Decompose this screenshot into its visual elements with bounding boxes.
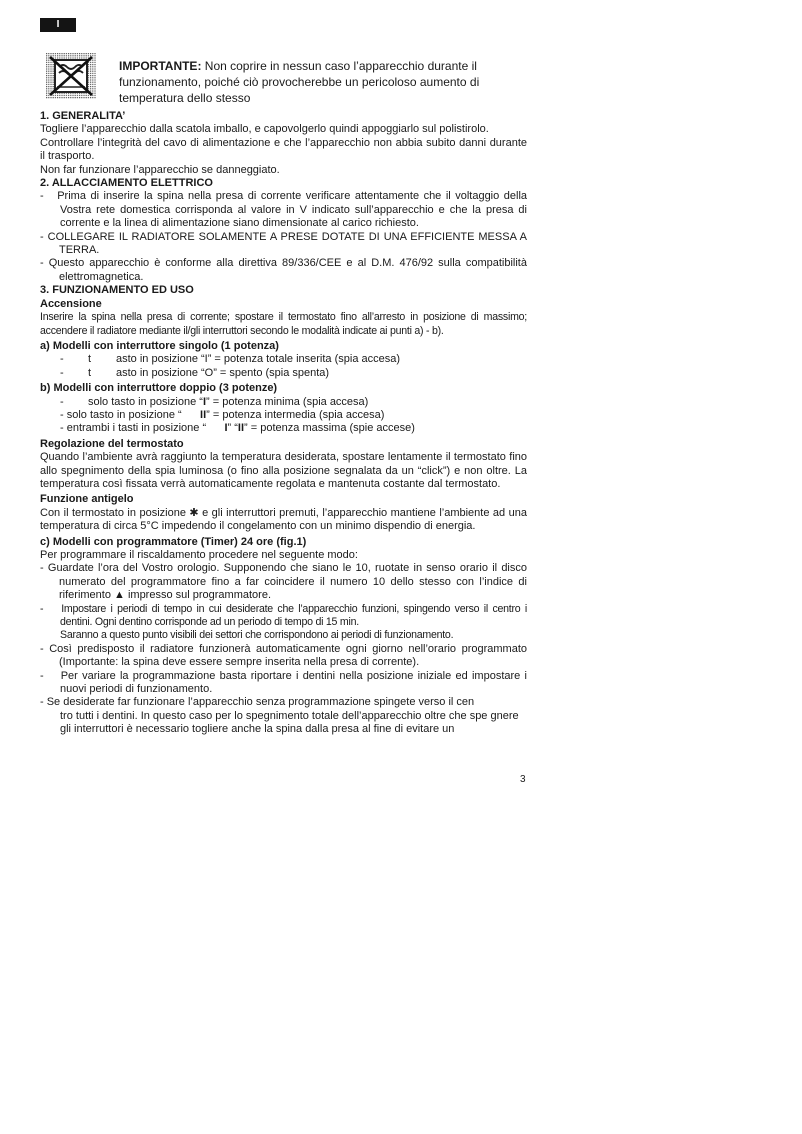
row-text: asto in posizione “O” = spento (spia spenta) [116, 366, 330, 379]
row-text-pre: solo tasto in posizione “ [88, 395, 203, 408]
warning-text [119, 58, 531, 106]
row-letter: t [88, 366, 92, 379]
manual-content [40, 110, 527, 737]
section-1-line: Togliere l’apparecchio dalla scatola imballo, e capovolgerlo quindi appoggiarlo sul polistirolo. [40, 123, 489, 136]
models-b-title: b) Modelli con interruttore doppio (3 potenze) [40, 382, 278, 395]
row-text-post: ” = potenza minima (spia accesa) [206, 395, 369, 408]
section-2-item-text: Questo apparecchio è conforme alla direttiva 89/336/CEE e al D.M. 476/92 sulla compatibilità elettromagnetica. [48, 257, 527, 283]
bullet: - [60, 395, 64, 408]
section-3-title: 3. FUNZIONAMENTO ED USO [40, 284, 194, 297]
models-a-row [40, 353, 527, 366]
section-1-line: Non far funzionare l’apparecchio se danneggiato. [40, 163, 280, 176]
thermostat-title: Regolazione del termostato [40, 437, 184, 450]
snowflake-icon: ✱ [189, 506, 199, 519]
row-text-bold: II [200, 408, 207, 421]
models-b-row [40, 409, 527, 422]
bullet: - [40, 257, 49, 270]
bullet: - [40, 230, 48, 243]
bullet: - [40, 190, 44, 203]
section-2-title: 2. ALLACCIAMENTO ELETTRICO [40, 177, 213, 190]
models-c-item-continued: tro tutti i dentini. In questo caso per lo spegnimento totale dell’apparecchio oltre che spe gnere gli interruttori è necessario togliere anche la spina dalla presa al fine di evitare un [60, 709, 519, 736]
section-2-item [40, 190, 527, 230]
models-a-row [40, 367, 527, 380]
warning-label: IMPORTANTE: [119, 59, 202, 73]
models-c-item: - Se desiderate far funzionare l’apparecchio senza programmazione spingete verso il cen [40, 696, 475, 709]
row-letter: t [88, 353, 92, 366]
section-2-item-text: Prima di inserire la spina nella presa di corrente verificare attentamente che il voltaggio della Vostra rete domestica corrisponda al valore in V indicato sull’apparecchio e che la presa di corrente e la linea di alimentazione siano dimensionate al carico richiesto. [57, 190, 528, 230]
bullet: - [40, 669, 44, 682]
row-text [88, 396, 368, 409]
warning-body: Non coprire in nessun caso l’apparecchio durante il funzionamento, poiché ciò provocherebbe un pericoloso aumento di temperatura dello stesso [119, 59, 480, 105]
bullet: - [60, 353, 64, 366]
models-a-title: a) Modelli con interruttore singolo (1 potenza) [40, 339, 279, 352]
models-b-row [40, 422, 527, 435]
models-c-item: - Così predisposto il radiatore funzionerà automaticamente ogni giorno nell’orario programmato (Importante: la spina deve essere sempre inserita nella presa di corrente). [40, 642, 527, 669]
language-tab: I [40, 18, 76, 32]
row-text-pre: - solo tasto in posizione “ [60, 408, 182, 421]
row-text-bold: I [224, 422, 228, 435]
do-not-cover-icon [46, 53, 96, 99]
row-text: asto in posizione “I” = potenza totale inserita (spia accesa) [116, 353, 401, 366]
row-text-mid: ” “ [227, 422, 238, 435]
page-number: 3 [520, 774, 526, 785]
antifreeze-text-pre: Con il termostato in posizione [40, 506, 190, 519]
models-c-item-text: Impostare i periodi di tempo in cui desiderate che l’apparecchio funzioni, spingendo verso il centro i dentini. Ogni dentino corrisponde ad un periodo di tempo di 15 min. [60, 602, 528, 629]
models-c-title: c) Modelli con programmatore (Timer) 24 ore (fig.1) [40, 535, 307, 548]
thermostat-text: Quando l’ambiente avrà raggiunto la temperatura desiderata, spostare lentamente il termostato fino allo spegnimento della spia luminosa (o fino alla posizione segnalata da un “click”) e non oltre. La temperatura così fissata verrà automaticamente regolata e mantenuta costante dal termostato. [40, 451, 527, 490]
accensione-title: Accensione [40, 297, 102, 310]
models-c-intro: Per programmare il riscaldamento procedere nel seguente modo: [40, 549, 358, 561]
row-text-post: ” = potenza massima (spie accese) [244, 422, 415, 435]
antifreeze-text-post: e gli interruttori premuti, l’apparecchio mantiene l’ambiente ad una temperatura di circa 5°C impedendo il congelamento con un minimo dispendio di energia. [40, 506, 527, 533]
section-1-title: 1. GENERALITA’ [40, 110, 126, 122]
section-2-item [40, 257, 527, 284]
antifreeze-title: Funzione antigelo [40, 493, 134, 506]
models-c-item-note: Saranno a questo punto visibili dei settori che corrispondono ai periodi di funzionamento. [60, 629, 454, 642]
row-text-bold: II [237, 422, 245, 435]
accensione-text: Inserire la spina nella presa di corrente; spostare il termostato fino all’arresto in posizione di massimo; accendere il radiatore mediante il/gli interruttori secondo le modalità indicate ai punti a) - b). [40, 311, 527, 337]
row-text-bold: I [202, 395, 207, 408]
bullet: - [40, 602, 44, 615]
bullet: - [60, 366, 64, 379]
models-c-item [40, 670, 527, 697]
section-1-line: Controllare l’integrità del cavo di alimentazione e che l’apparecchio non abbia subito danni durante il trasporto. [40, 136, 527, 163]
models-c-item: - Guardate l’ora del Vostro orologio. Supponendo che siano le 10, ruotate in senso orario il disco numerato del programmatore fino a far coincidere il numero 10 dello stesso con l’indice di riferimento ▲ impresso sul programmatore. [40, 562, 527, 602]
section-2-item [40, 231, 527, 258]
antifreeze-text [40, 507, 527, 534]
models-b-row [40, 396, 527, 409]
section-2-item-text: COLLEGARE IL RADIATORE SOLAMENTE A PRESE DOTATE DI UNA EFFICIENTE MESSA A TERRA. [47, 230, 527, 257]
row-text-post: ” = potenza intermedia (spia accesa) [206, 408, 385, 421]
row-text-pre: - entrambi i tasti in posizione “ [60, 422, 207, 435]
models-c-item [40, 603, 527, 630]
models-c-item-text: Per variare la programmazione basta riportare i dentini nella posizione iniziale ed impostare i nuovi periodi di funzionamento. [60, 669, 527, 696]
